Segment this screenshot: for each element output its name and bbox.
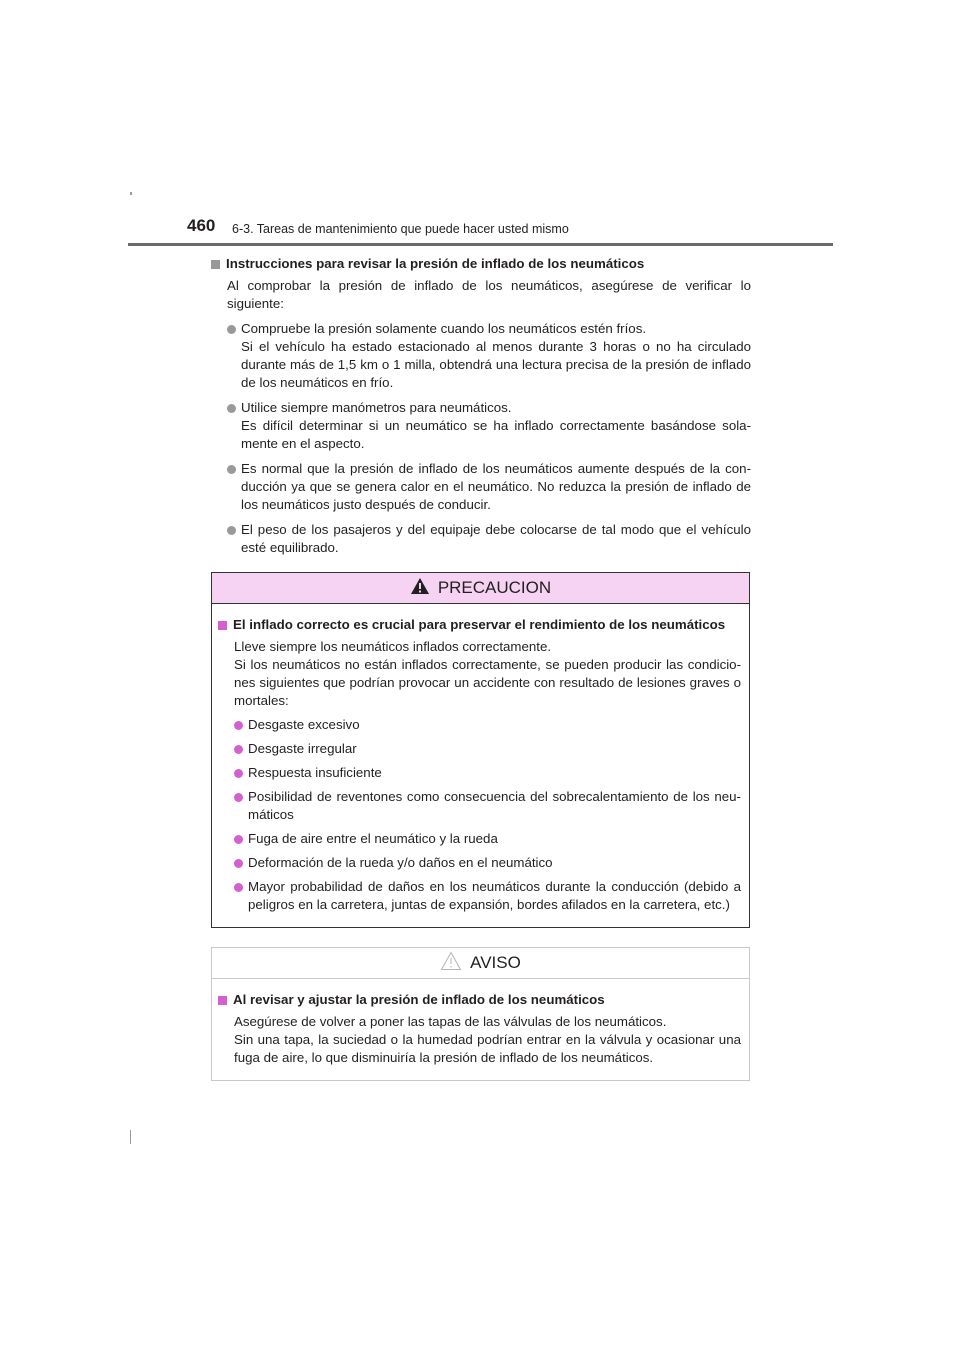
notice-title: AVISO	[470, 953, 521, 972]
list-item-text: Si el vehículo ha estado estacionado al menos durante 3 horas o no ha circulado durante más de 1,5 km o 1 milla, obtendrá una lectura precisa de la presión de inflado de los neumáticos en frío.	[241, 339, 751, 390]
main-heading	[211, 255, 751, 273]
main-heading-text: Instrucciones para revisar la presión de inflado de los neumáticos	[226, 256, 645, 271]
list-item	[218, 788, 741, 824]
list-item-text: Posibilidad de reventones como consecuencia del sobrecalentamiento de los neu-máticos	[248, 789, 741, 822]
circle-bullet-icon	[234, 769, 243, 778]
square-bullet-icon	[211, 260, 220, 269]
caution-heading-text: El inflado correcto es crucial para preservar el rendimiento de los neumáticos	[233, 617, 726, 632]
circle-bullet-icon	[227, 404, 236, 413]
caution-line-1: Lleve siempre los neumáticos inflados correctamente.	[234, 639, 552, 654]
warning-triangle-outline-icon	[440, 951, 462, 975]
list-item-text: Es normal que la presión de inflado de los neumáticos aumente después de la con-ducción ya que se genera calor en el neumático. No reduzca la presión de inflado de los neumáticos justo después de conducir.	[241, 461, 751, 512]
circle-bullet-icon	[227, 325, 236, 334]
caution-heading	[218, 616, 741, 634]
list-item	[211, 460, 751, 514]
main-intro: Al comprobar la presión de inflado de los neumáticos, asegúrese de verificar lo siguiente:	[227, 278, 751, 311]
main-content	[211, 255, 751, 557]
notice-box	[211, 947, 750, 1081]
list-item	[218, 854, 741, 872]
list-item-text: Deformación de la rueda y/o daños en el neumático	[248, 855, 553, 870]
list-item-text: Respuesta insuficiente	[248, 765, 382, 780]
circle-bullet-icon	[234, 745, 243, 754]
circle-bullet-icon	[234, 859, 243, 868]
warning-triangle-icon	[410, 577, 430, 599]
header-rule	[128, 243, 833, 246]
notice-heading-text: Al revisar y ajustar la presión de inflado de los neumáticos	[233, 992, 605, 1007]
notice-heading	[218, 991, 741, 1009]
list-item-text: Mayor probabilidad de daños en los neumáticos durante la conducción (debido a peligros en la carretera, juntas de expansión, bordes afilados en la carretera, etc.)	[248, 879, 741, 912]
page-number: 460	[187, 216, 216, 235]
list-item	[211, 521, 751, 557]
notice-header	[212, 948, 749, 979]
circle-bullet-icon	[227, 465, 236, 474]
square-bullet-icon	[218, 621, 227, 630]
caution-box	[211, 572, 750, 928]
list-item-title: Compruebe la presión solamente cuando los neumáticos estén fríos.	[241, 321, 647, 336]
section-title: 6-3. Tareas de mantenimiento que puede hacer usted mismo	[232, 222, 569, 236]
list-item	[211, 320, 751, 392]
circle-bullet-icon	[234, 721, 243, 730]
circle-bullet-icon	[227, 526, 236, 535]
margin-mark	[130, 192, 132, 195]
margin-mark	[130, 1130, 131, 1144]
list-item-text: Desgaste irregular	[248, 741, 357, 756]
list-item-text: Desgaste excesivo	[248, 717, 360, 732]
circle-bullet-icon	[234, 835, 243, 844]
list-item	[218, 764, 741, 782]
list-item-text: Es difícil determinar si un neumático se ha inflado correctamente basándose sola-mente en el aspecto.	[241, 418, 751, 451]
list-item	[218, 716, 741, 734]
list-item	[218, 740, 741, 758]
square-bullet-icon	[218, 996, 227, 1005]
notice-line-2: Sin una tapa, la suciedad o la humedad podrían entrar en la válvula y ocasionar una fuga de aire, lo que disminuiría la presión de inflado de los neumáticos.	[234, 1032, 741, 1065]
list-item-title: Utilice siempre manómetros para neumáticos.	[241, 400, 512, 415]
list-item	[211, 399, 751, 453]
caution-header	[212, 573, 749, 604]
list-item-text: Fuga de aire entre el neumático y la rueda	[248, 831, 498, 846]
list-item-text: El peso de los pasajeros y del equipaje debe colocarse de tal modo que el vehículo esté equilibrado.	[241, 522, 751, 555]
list-item	[218, 830, 741, 848]
notice-line-1: Asegúrese de volver a poner las tapas de las válvulas de los neumáticos.	[234, 1014, 667, 1029]
list-item	[218, 878, 741, 914]
caution-line-2: Si los neumáticos no están inflados correctamente, se pueden producir las condicio-nes siguientes que podrían provocar un accidente con resultado de lesiones graves o mortales:	[234, 657, 741, 708]
caution-title: PRECAUCION	[437, 578, 552, 597]
circle-bullet-icon	[234, 883, 243, 892]
circle-bullet-icon	[234, 793, 243, 802]
